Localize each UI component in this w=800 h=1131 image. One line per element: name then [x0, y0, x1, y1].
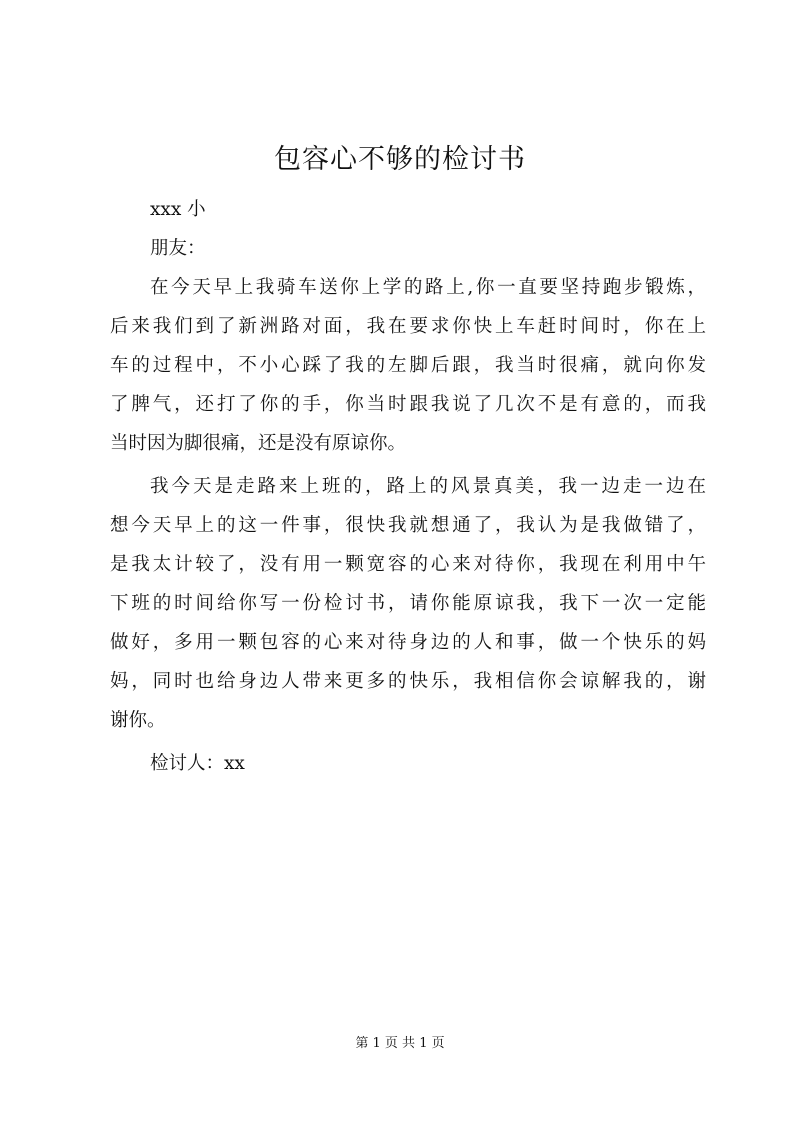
paragraph-1 — [110, 268, 706, 463]
paragraph-2-line: 是我太计较了，没有用一颗宽容的心来对待你，我现在利用中午 — [110, 554, 706, 575]
paragraph-2-line: 谢你。 — [110, 710, 166, 731]
paragraph-1-line: 了脾气，还打了你的手，你当时跟我说了几次不是有意的，而我 — [110, 394, 706, 415]
document-title: 包容心不够的检讨书 — [274, 144, 526, 175]
page-footer: 第 1 页 共 1 页 — [355, 1036, 445, 1051]
paragraph-1-line: 当时因为脚很痛，还是没有原谅你。 — [110, 433, 407, 454]
document-body — [110, 190, 706, 783]
paragraph-1-line: 后来我们到了新洲路对面，我在要求你快上车赶时间时，你在上 — [110, 316, 706, 337]
paragraph-2 — [110, 467, 706, 740]
paragraph-2-line: 我今天是走路来上班的，路上的风景真美，我一边走一边在 — [150, 476, 706, 497]
paragraph-1-line: 在今天早上我骑车送你上学的路上,你一直要坚持跑步锻炼， — [150, 277, 706, 298]
paragraph-1-line: 车的过程中，不小心踩了我的左脚后跟，我当时很痛，就向你发 — [110, 355, 706, 376]
paragraph-2-line: 妈，同时也给身边人带来更多的快乐，我相信你会谅解我的，谢 — [110, 671, 706, 692]
paragraph-2-line: 下班的时间给你写一份检讨书，请你能原谅我，我下一次一定能 — [110, 593, 706, 614]
salutation-line-1: xxx 小 — [150, 199, 206, 220]
paragraph-2-line: 做好，多用一颗包容的心来对待身边的人和事，做一个快乐的妈 — [110, 632, 706, 653]
signature: 检讨人：xx — [150, 753, 245, 774]
paragraph-2-line: 想今天早上的这一件事，很快我就想通了，我认为是我做错了， — [110, 515, 706, 536]
salutation-line-2: 朋友： — [150, 238, 206, 259]
